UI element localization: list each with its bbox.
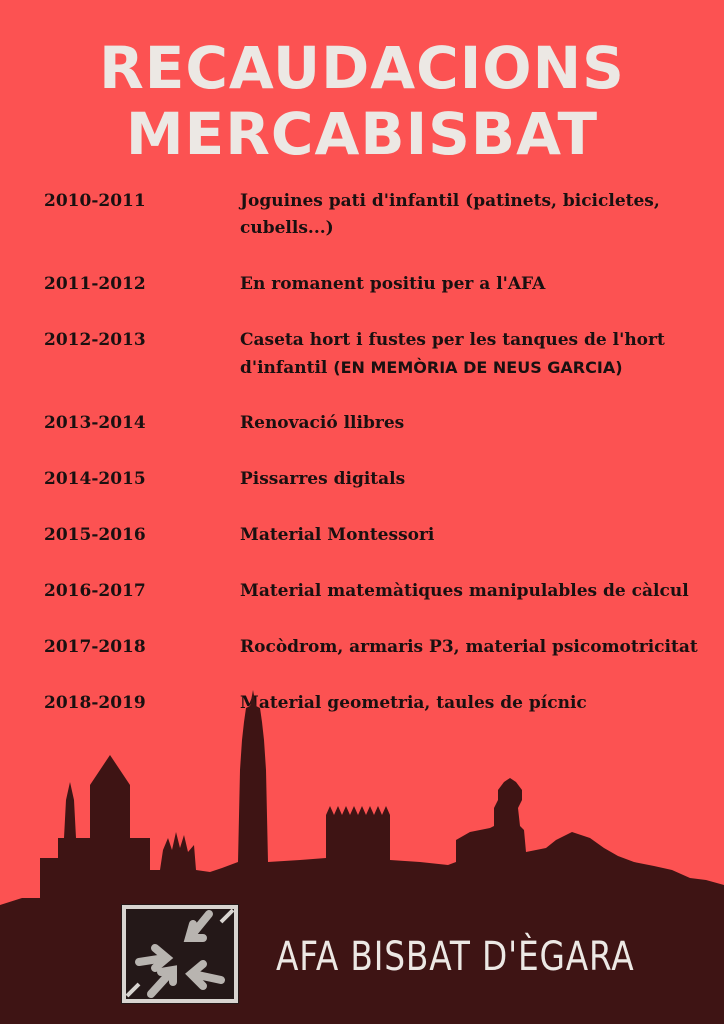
memorial-note: (EN MEMÒRIA DE NEUS GARCIA) [333, 358, 623, 377]
afa-logo [121, 904, 239, 1004]
year-label: 2013-2014 [44, 413, 146, 433]
year-label: 2012-2013 [44, 330, 146, 350]
organization-name: AFA BISBAT D'ÈGARA [276, 934, 635, 980]
year-label: 2017-2018 [44, 637, 146, 657]
item-description: Renovació llibres [240, 413, 405, 433]
item-description: Joguines pati d'infantil (patinets, bicicletes, cubells...) [240, 191, 660, 238]
item-description-text: Caseta hort i fustes per les tanques de l'hort d'infantil [240, 330, 665, 378]
year-label: 2011-2012 [44, 274, 146, 294]
year-label: 2010-2011 [44, 191, 146, 211]
item-description: Material geometria, taules de pícnic [240, 693, 587, 713]
year-label: 2016-2017 [44, 581, 146, 601]
title-line-1: RECAUDACIONS [99, 34, 625, 102]
arrows-logo-icon [121, 904, 239, 1004]
item-description: Material matemàtiques manipulables de càlcul [240, 581, 689, 601]
item-description: En romanent positiu per a l'AFA [240, 274, 546, 294]
title-line-2: MERCABISBAT [125, 100, 599, 168]
item-description: Material Montessori [240, 525, 435, 545]
item-description: Rocòdrom, armaris P3, material psicomotricitat [240, 637, 698, 657]
item-description: Pissarres digitals [240, 469, 406, 489]
year-label: 2018-2019 [44, 693, 146, 713]
year-label: 2014-2015 [44, 469, 146, 489]
year-label: 2015-2016 [44, 525, 146, 545]
